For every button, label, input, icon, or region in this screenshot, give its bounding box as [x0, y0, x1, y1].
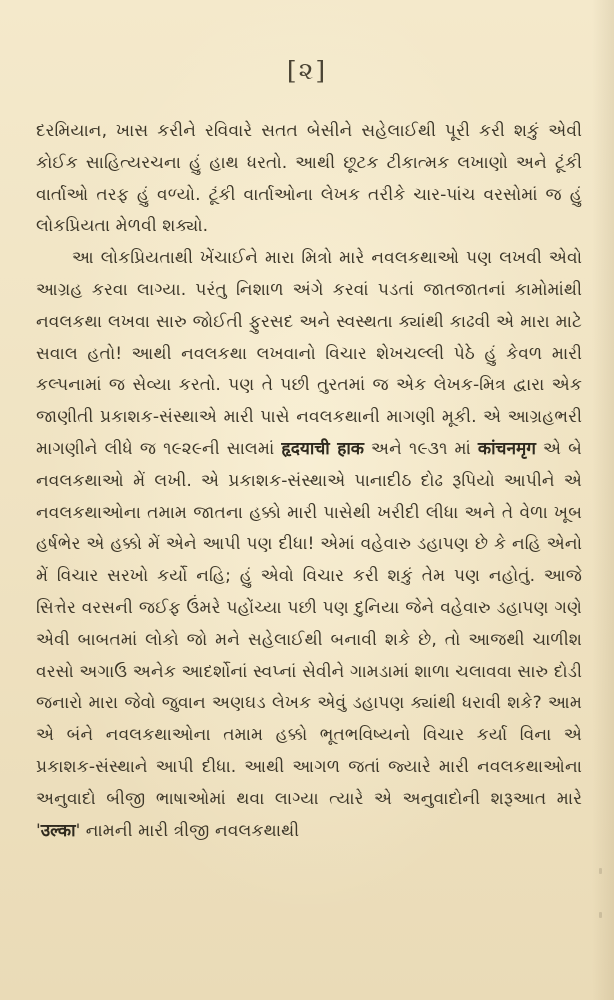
- text-segment: આ લોકપ્રિયતાથી ખેંચાઈને મારા મિત્રો મારે નવલકથાઓ પણ લખવી એવો આગ્રહ કરવા લાગ્યા. પરંતુ નિશાળ અંગે કરવાં પડતાં જાતજાતનાં કામોમાંથી નવલકથા લખવા સારુ જોઈતી ફુરસદ અને સ્વસ્થતા ક્યાંથી કાઢવી એ મારા માટે સવાલ હતો! આથી નવલકથા લખવાનો વિચાર શેખચલ્લી પેઠે હું કેવળ મારી કલ્પનામાં જ સેવ્યા કરતો. પણ તે પછી તુરતમાં જ એક લેખક-મિત્ર દ્વારા એક જાણીતી પ્રકાશક-સંસ્થાએ મારી પાસે નવલકથાની માગણી મૂકી. એ આગ્રહભરી માગણીને લીધે જ ૧૯૨૯ની સાલમાં: [36, 248, 582, 459]
- text-segment: દરમિયાન, ખાસ કરીને રવિવારે સતત બેસીને સહેલાઈથી પૂરી કરી શકું એવી કોઈક સાહિત્યરચના હું હાથ ધરતો. આથી છૂટક ટીકાત્મક લખાણો અને ટૂંકી વાર્તાઓ તરફ હું વળ્યો. ટૂંકી વાર્તાઓના લેખક તરીકે ચાર-પાંચ વરસોમાં જ હું લોકપ્રિયતા મેળવી શક્યો.: [36, 121, 582, 237]
- text-segment: ' નામની મારી ત્રીજી નવલકથાથી: [75, 820, 300, 841]
- body-text: [36, 116, 582, 847]
- bold-title-segment: हृदयाची हाक: [281, 438, 365, 459]
- paragraph-2: [36, 243, 582, 847]
- page-number: [૨]: [286, 56, 328, 85]
- scan-speck: [599, 912, 602, 918]
- text-segment: એ બે નવલકથાઓ મેં લખી. એ પ્રકાશક-સંસ્થાએ પાનાદીઠ દોઢ રૂપિયો આપીને એ નવલકથાઓના તમામ જાતના હક્કો મારી પાસેથી ખરીદી લીધા અને તે વેળા ખૂબ હર્ષભેર એ હક્કો મેં એને આપી પણ દીધા! એમાં વહેવારુ ડહાપણ છે કે નહિ એનો મેં વિચાર સરખો કર્યો નહિ; હું એવો વિચાર કરી શકું તેમ પણ નહોતું. આજે સિત્તેર વરસની જઈફ ઉંમરે પહોંચ્યા પછી પણ દુનિયા જેને વહેવારુ ડહાપણ ગણે એવી બાબતમાં લોકો જો મને સહેલાઈથી બનાવી શકે છે, તો આજથી ચાળીશ વરસો અગાઉ અનેક આદર્શોનાં સ્વપ્નાં સેવીને ગામડામાં શાળા ચલાવવા સારુ દોડી જનારો મારા જેવો જુવાન અણઘડ લેખક એવું ડહાપણ ક્યાંથી ધરાવી શકે? આમ એ બંને નવલકથાઓના તમામ હક્કો ભૂતભવિષ્યનો વિચાર કર્યા વિના એ પ્રકાશક-સંસ્થાને આપી દીધા. આથી આગળ જતાં જ્યારે મારી નવલકથાઓના અનુવાદો બીજી ભાષાઓમાં થવા લાગ્યા ત્યારે એ અનુવાદોની શરૂઆત મારે ': [36, 438, 582, 841]
- text-segment: અને ૧૯૩૧ માં: [364, 438, 478, 459]
- bold-title-segment: उल्का: [40, 820, 76, 841]
- page-edge-shadow: [592, 0, 614, 1000]
- paragraph-1: [36, 116, 582, 243]
- scan-speck: [599, 868, 602, 874]
- bold-title-segment: कांचनमृग: [477, 438, 536, 459]
